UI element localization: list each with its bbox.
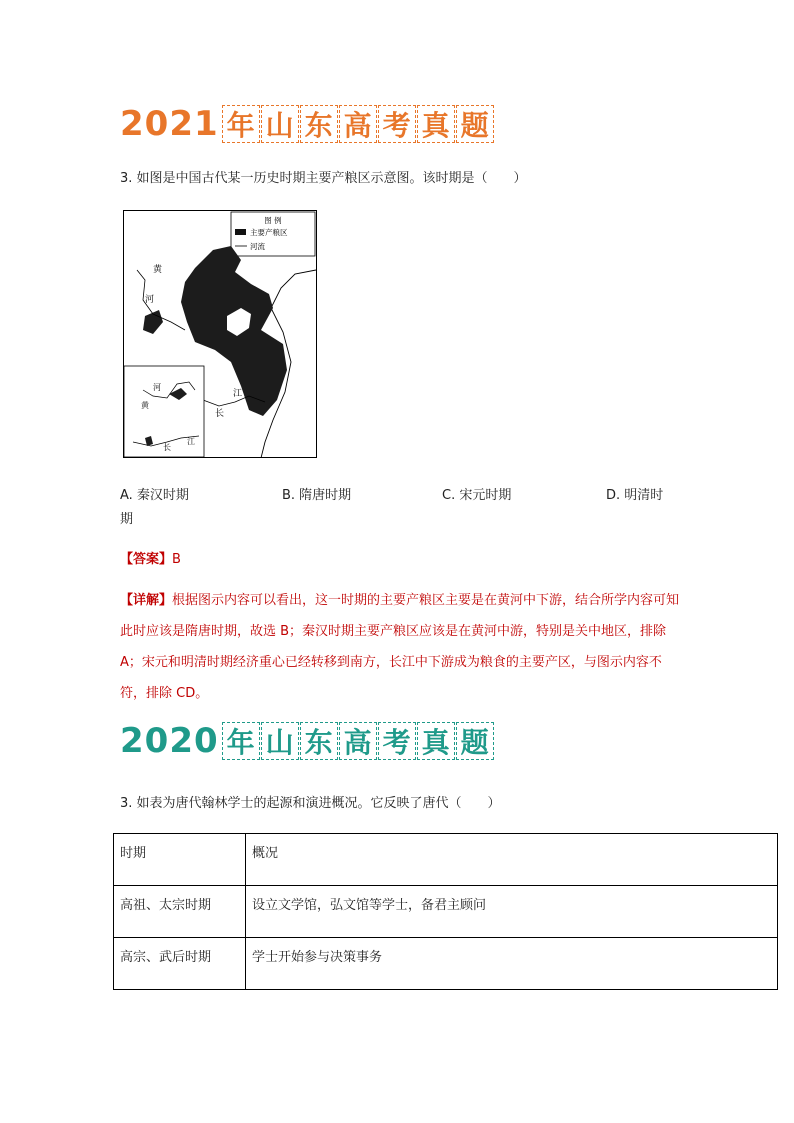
banner-char: 真 — [417, 722, 455, 760]
table-cell: 高祖、太宗时期 — [114, 886, 246, 938]
legend-area-swatch — [235, 229, 246, 235]
table-header-cell: 概况 — [246, 834, 778, 886]
table-row — [114, 886, 778, 938]
banner-char: 高 — [339, 105, 377, 143]
banner-char: 高 — [339, 722, 377, 760]
legend-area-label: 主要产粮区 — [250, 228, 288, 237]
legend-title: 图 例 — [264, 216, 282, 225]
section-banner-2021 — [120, 105, 494, 143]
grain-area-map — [123, 210, 317, 458]
map-label-huang: 黄 — [153, 265, 163, 275]
detail-explanation — [120, 585, 680, 709]
banner-char: 东 — [300, 105, 338, 143]
banner-char: 真 — [417, 105, 455, 143]
banner-year: 2020 — [120, 721, 219, 761]
question-1-text: 3. 如图是中国古代某一历史时期主要产粮区示意图。该时期是（ ） — [120, 171, 527, 186]
banner-char: 题 — [456, 105, 494, 143]
detail-label: 【详解】 — [120, 593, 173, 608]
legend-river-label: 河流 — [250, 242, 265, 251]
option-c[interactable]: C. 宋元时期 — [442, 488, 512, 503]
table-cell: 学士开始参与决策事务 — [246, 938, 778, 990]
question-2-text: 3. 如表为唐代翰林学士的起源和演进概况。它反映了唐代（ ） — [120, 796, 501, 811]
banner-char: 山 — [261, 105, 299, 143]
answer-line — [120, 551, 181, 569]
map-label-jiang: 江 — [233, 389, 243, 399]
banner-char: 考 — [378, 722, 416, 760]
answer-label: 【答案】 — [120, 552, 173, 567]
banner-char: 山 — [261, 722, 299, 760]
banner-char: 年 — [222, 105, 260, 143]
banner-char: 东 — [300, 722, 338, 760]
option-a[interactable]: A. 秦汉时期 — [120, 488, 189, 503]
table-header-row — [114, 834, 778, 886]
banner-char: 考 — [378, 105, 416, 143]
banner-year: 2021 — [120, 104, 219, 144]
table-row — [114, 938, 778, 990]
option-d[interactable]: D. 明清时 — [606, 488, 664, 503]
banner-char: 题 — [456, 722, 494, 760]
section-banner-2020 — [120, 722, 494, 760]
inset-label-jiang: 江 — [187, 437, 195, 446]
inset-label-he: 河 — [153, 383, 161, 392]
inset-label-chang: 长 — [163, 443, 171, 452]
map-label-chang: 长 — [215, 409, 225, 419]
answer-value: B — [172, 552, 181, 567]
option-d-wrap: 期 — [120, 512, 134, 527]
table-header-cell: 时期 — [114, 834, 246, 886]
inset-label-huang: 黄 — [141, 401, 149, 410]
option-b[interactable]: B. 隋唐时期 — [282, 488, 352, 503]
detail-text: 根据图示内容可以看出，这一时期的主要产粮区主要是在黄河中下游，结合所学内容可知此时应该是隋唐时期，故选 B；秦汉时期主要产粮区应该是在黄河中游，特别是关中地区，排除 A；宋元和明清时期经济重心已经转移到南方，长江中下游成为粮食的主要产区，与图示内容不符，排除 CD。 — [120, 593, 680, 701]
question-2-table — [113, 833, 778, 990]
table-cell: 高宗、武后时期 — [114, 938, 246, 990]
banner-char: 年 — [222, 722, 260, 760]
map-label-he: 河 — [145, 295, 155, 305]
table-cell: 设立文学馆，弘文馆等学士，备君主顾问 — [246, 886, 778, 938]
